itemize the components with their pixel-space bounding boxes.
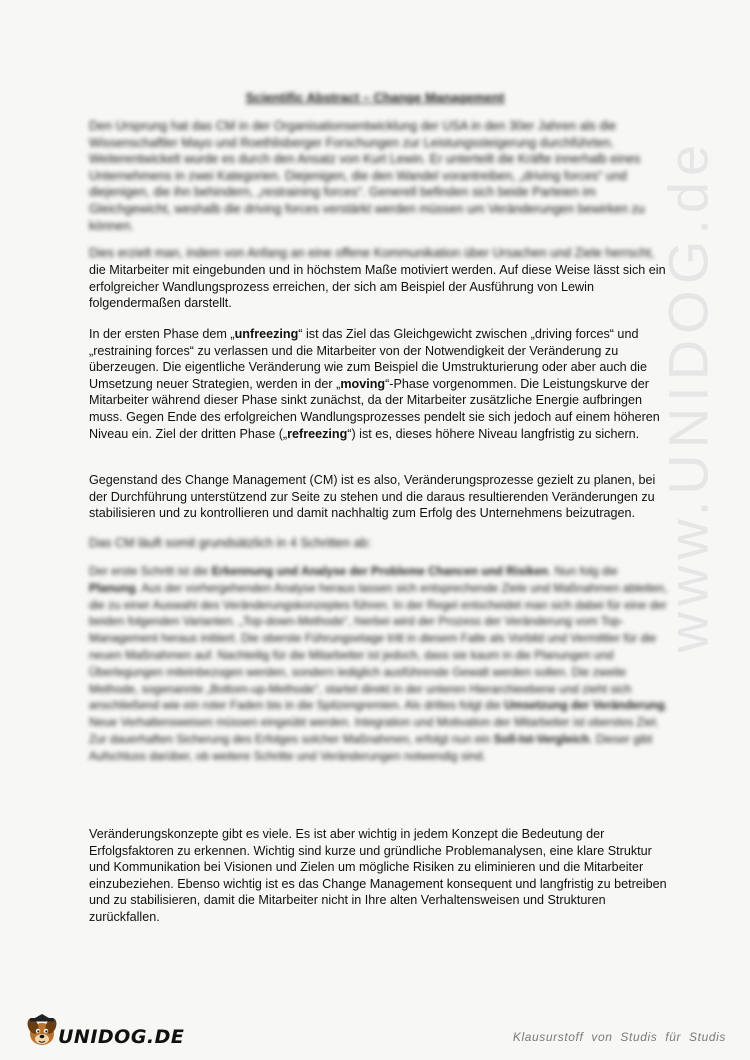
text-segment: Der erste Schritt ist die: [89, 564, 212, 578]
text-segment: “) ist es, dieses höhere Niveau langfristig zu sichern.: [347, 426, 640, 441]
paragraph-conclusion: Veränderungskonzepte gibt es viele. Es ist aber wichtig in jedem Konzept die Bedeutung der Erfolgsfaktoren zu erkennen. Wichtig sind kurze und gründliche Problemanalysen, eine klare Struktur und Kommunikation bei Visionen und Zielen um mögliche Risiken zu eliminieren und die Mitarbeiter einzubeziehen. Ebenso wichtig ist es das Change Management konsequent und langfristig zu betreiben und zu stabilisieren, damit die Mitarbeiter nicht in Ihre alten Verhaltensweisen und Strukturen zurückfallen.: [89, 827, 667, 924]
text-segment: “ ist das Ziel das Gleichgewicht zwischen „driving forces“ und „restraining forces“ zu verlassen und die Mitarbeiter von der Notwendigkeit der Veränderung zu überzeugen. Die eigentliche Veränderung wie zum Beispiel die Umstrukturierung oder aber auch die Umsetzung neuer Strategien, werden in der „: [89, 327, 647, 391]
paragraph-cm-definition: Gegenstand des Change Management (CM) ist es also, Veränderungsprozesse gezielt zu planen, bei der Durchführung unterstützend zur Seite zu stehen und die daraus resultierenden Veränderungen zu stabilisieren und zu kontrollieren und damit nachhaltig zum Erfolg des Unternehmens beizutragen.: [89, 473, 656, 521]
term-moving: moving: [340, 376, 386, 391]
term-implementation: Umsetzung der Veränderung: [504, 698, 665, 713]
logo-text: UNIDOG.DE: [58, 1026, 185, 1048]
term-refreezing: refreezing: [287, 426, 348, 441]
text-segment: . Nun folg die: [548, 564, 618, 578]
text-segment: . Aus der vorhergehenden Analyse heraus lassen sich entsprechende Ziele und Maßnahmen ableiten, die zu einer Auswahl des Veränderungskonzeptes führen. In der Regel entscheidet man sich dabei für eine der beiden folgenden Varianten. „Top-down-Methode“, hierbei wird der Prozess der Veränderung vom Top-Management heraus initiiert. Die oberste Führungsetage tritt in diesem Falle als Vorbild und Vermittler für die neuen Maßnahmen auf. Nachteilig für die Mitarbeiter ist jedoch, dass sie kaum in die Planungen und Überlegungen miteinbezogen werden, sondern lediglich ausführende Gewalt werden sollen. Die zweite Methode, sogenannte „Bottom-up-Methode“, startet direkt in der unteren Hierarchieebene und zieht sich anschließend wie ein roter Faden bis in die Spitzengremien. Als drittes folgt die: [89, 580, 668, 713]
paragraph-lewin-phases: [89, 326, 669, 442]
dog-mascot-icon: [22, 1010, 62, 1050]
term-analysis: Erkennung und Analyse der Probleme Chancen und Risiken: [211, 564, 549, 578]
term-unfreezing: unfreezing: [234, 327, 299, 341]
text-segment: . Neue Verhaltensweisen müssen eingeübt werden. Integration und Motivation der Mitarbeiter ist oberstes Ziel. Zur dauerhaften Sicherung des Erfolges solcher Maßnahmen, erfolgt nun ein: [89, 698, 668, 746]
term-target-actual: Soll-Ist-Vergleich: [493, 731, 590, 746]
paragraph-four-steps-intro: Das CM läuft somit grundsätzlich in 4 Schritten ab:: [89, 536, 372, 550]
text-segment: . Dieser gibt Aufschluss darüber, ob weitere Schritte und Veränderungen notwendig sind.: [89, 731, 653, 763]
page-title: Scientific Abstract – Change Management: [245, 90, 505, 105]
text-segment: In der ersten Phase dem „: [89, 327, 235, 341]
paragraph-origin: Den Ursprung hat das CM in der Organisationsentwicklung der USA in den 30er Jahren als die Wissenschaftler Mayo und Roethlisberger Forschungen zur Leistungssteigerung durchführten. Weiterentwickelt wurde es durch den Ansatz von Kurt Lewin. Er unterteilt die Kräfte innerhalb eines Unternehmens in zwei Kategorien. Diejenigen, die den Wandel vorantreiben, „driving forces“ und diejenigen, die ihn behindern, „restraining forces“. Generell befinden sich beide Parteien im Gleichgewicht, weshalb die driving forces verstärkt werden müssen um Veränderungen bewirken zu können.: [89, 119, 645, 233]
footer-tagline: Klausurstoff von Studis für Studis: [512, 1030, 726, 1044]
text-segment: “-Phase vorgenommen. Die Leistungskurve der Mitarbeiter während dieser Phase sinkt zunächst, da der Mitarbeiter zusätzliche Energie aufbringen muss. Gegen Ende des erfolgreichen Wandlungsprozesses pendelt sie sich jedoch auf einem höheren Niveau ein. Ziel der dritten Phase („: [89, 376, 660, 441]
watermark: www.UNIDOG.de: [656, 138, 720, 653]
paragraph-communication: die Mitarbeiter mit eingebunden und in höchstem Maße motiviert werden. Auf diese Weise lässt sich ein erfolgreicher Wandlungsprozess erreichen, der sich am Beispiel der Ausführung von Lewin folgendermaßen darstellt.: [89, 263, 666, 311]
unidog-logo[interactable]: [22, 1010, 184, 1050]
paragraph-communication-blurred: Dies erzielt man, indem von Anfang an eine offene Kommunikation über Ursachen und Ziele herrscht,: [89, 246, 655, 260]
term-planning: Planung: [89, 580, 136, 595]
paragraph-four-steps: [89, 563, 669, 765]
